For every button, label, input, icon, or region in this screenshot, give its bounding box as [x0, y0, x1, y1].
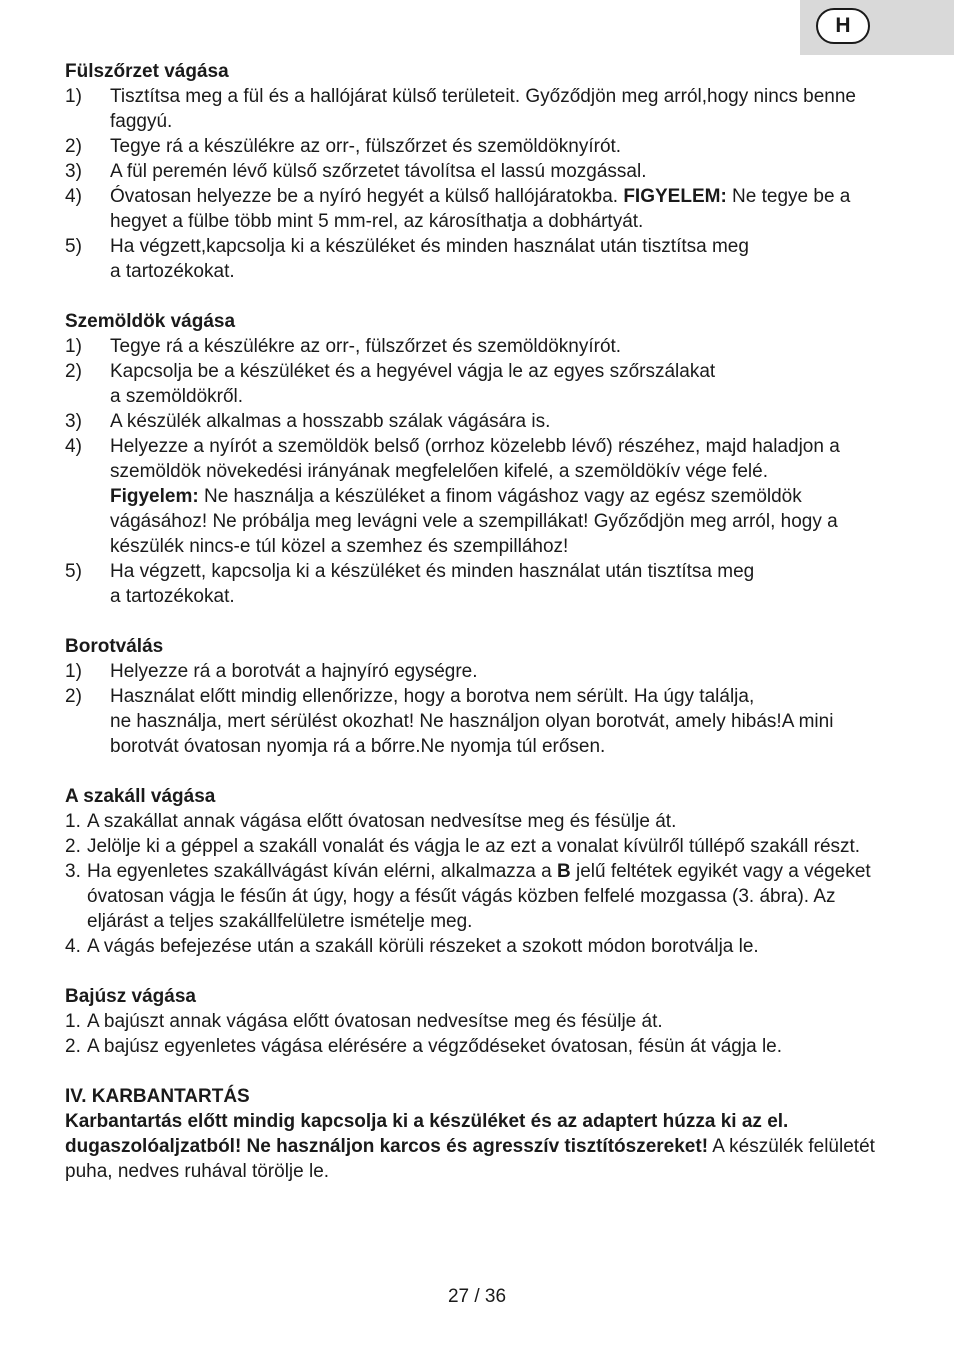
- section-title: Bajúsz vágása: [65, 986, 196, 1007]
- item-number: 2.: [65, 836, 81, 857]
- list-item: [65, 684, 895, 759]
- list-item: [65, 334, 895, 359]
- item-number: 5): [65, 236, 82, 257]
- item-text: Óvatosan helyezze be a nyíró hegyét a külső hallójáratokba.: [110, 186, 624, 207]
- item-text: A vágás befejezése után a szakáll körüli részeket a szokott módon borotválja le.: [87, 936, 759, 957]
- item-text: A bajúszt annak vágása előtt óvatosan nedvesítse meg és fésülje át.: [87, 1011, 663, 1032]
- item-number: 3.: [65, 861, 81, 882]
- item-text: A bajúsz egyenletes vágása elérésére a végződéseket óvatosan, fésün át vágja le.: [87, 1036, 783, 1057]
- section-mustache: [65, 984, 895, 1059]
- item-number: 2): [65, 136, 82, 157]
- item-number: 2.: [65, 1036, 81, 1057]
- section-maintenance: [65, 1084, 895, 1184]
- item-number: 4): [65, 186, 82, 207]
- item-text: Jelölje ki a géppel a szakáll vonalát és vágja le az ezt a vonalat kívülről túllépő szakáll részt.: [87, 836, 861, 857]
- section-beard: [65, 784, 895, 959]
- list-item: [65, 84, 895, 134]
- section-title: A szakáll vágása: [65, 786, 216, 807]
- language-badge: H: [816, 8, 870, 44]
- item-number: 4): [65, 436, 82, 457]
- paragraph-text: A készülék felületét puha, nedves ruhával törölje le.: [65, 1136, 875, 1182]
- item-number: 2): [65, 361, 82, 382]
- item-text: Használat előtt mindig ellenőrizze, hogy a borotva nem sérült. Ha úgy találja,: [110, 686, 755, 707]
- item-number: 5): [65, 561, 82, 582]
- section-ear-hair: [65, 59, 895, 284]
- section-title: Szemöldök vágása: [65, 311, 236, 332]
- list-item: [65, 134, 895, 159]
- item-number: 3): [65, 411, 82, 432]
- list-item: [65, 184, 895, 234]
- item-text: Ha egyenletes szakállvágást kíván elérni, alkalmazza a: [87, 861, 557, 882]
- item-number: 1): [65, 86, 82, 107]
- maintenance-paragraph: [65, 1109, 895, 1184]
- section-eyebrow: [65, 309, 895, 609]
- list-item: [65, 809, 895, 834]
- warning-label: FIGYELEM:: [623, 186, 727, 207]
- warning-text: Karbantartás előtt mindig kapcsolja ki a készüléket és az adaptert húzza ki az el. dugaszolóaljzatból! Ne használjon karcos és agresszív tisztítószereket!: [65, 1111, 789, 1157]
- item-number: 3): [65, 161, 82, 182]
- section-title: Fülszőrzet vágása: [65, 61, 229, 82]
- item-text: Ne tegye be a hegyet a fülbe több mint 5 mm-rel, az károsíthatja a dobhártyát.: [110, 186, 851, 232]
- list-item: [65, 234, 895, 284]
- list-item: [65, 409, 895, 434]
- list-item: [65, 934, 895, 959]
- item-number: 1): [65, 336, 82, 357]
- item-text: ne használja, mert sérülést okozhat! Ne használjon olyan borotvát, amely hibás!A mini borotvát óvatosan nyomja rá a bőrre.Ne nyomja túl erősen.: [110, 711, 834, 757]
- item-text: Tegye rá a készülékre az orr-, fülszőrzet és szemöldöknyírót.: [110, 136, 622, 157]
- item-text: Ha végzett,kapcsolja ki a készüléket és minden használat után tisztítsa meg: [110, 236, 749, 257]
- item-text: Ne használja a készüléket a finom vágáshoz vagy az egész szemöldök vágásához! Ne próbálja meg levágni vele a szempillákat! Győződjön meg arról, hogy a készülék nincs-e túl közel a szemhez és szempillához!: [110, 486, 838, 557]
- item-number: 2): [65, 686, 82, 707]
- warning-label: Figyelem:: [110, 486, 199, 507]
- item-text: a tartozékokat.: [110, 261, 235, 282]
- item-text: Tisztítsa meg a fül és a hallójárat külső területeit. Győződjön meg arról,hogy nincs benne faggyú.: [110, 86, 856, 132]
- list-item: [65, 434, 895, 559]
- item-text: Helyezze rá a borotvát a hajnyíró egységre.: [110, 661, 478, 682]
- item-number: 1.: [65, 1011, 81, 1032]
- item-number: 4.: [65, 936, 81, 957]
- item-text: a tartozékokat.: [110, 586, 235, 607]
- language-tab: [800, 0, 954, 55]
- section-title: Borotválás: [65, 636, 164, 657]
- item-text: a szemöldökről.: [110, 386, 244, 407]
- list-item: [65, 1009, 895, 1034]
- page-content: [65, 59, 895, 1209]
- list-item: [65, 1034, 895, 1059]
- item-text: Ha végzett, kapcsolja ki a készüléket és minden használat után tisztítsa meg: [110, 561, 755, 582]
- attachment-label: B: [556, 861, 571, 882]
- item-text: Tegye rá a készülékre az orr-, fülszőrzet és szemöldöknyírót.: [110, 336, 622, 357]
- list-item: [65, 559, 895, 609]
- page-number: 27 / 36: [447, 1286, 507, 1307]
- item-text: jelű feltétek egyikét vagy a végeket óvatosan vágja le fésűn át úgy, hogy a fésűt vágás közben felfelé mozgassa (3. ábra). Az eljárást a teljes szakállfelületre ismételje meg.: [87, 861, 871, 932]
- item-text: A fül peremén lévő külső szőrzetet távolítsa el lassú mozgással.: [110, 161, 647, 182]
- item-number: 1): [65, 661, 82, 682]
- list-item: [65, 659, 895, 684]
- item-number: 1.: [65, 811, 81, 832]
- item-text: A készülék alkalmas a hosszabb szálak vágására is.: [110, 411, 551, 432]
- list-item: [65, 834, 895, 859]
- list-item: [65, 359, 895, 409]
- list-item: [65, 859, 895, 934]
- section-title: IV. KARBANTARTÁS: [65, 1086, 250, 1107]
- item-text: Kapcsolja be a készüléket és a hegyével vágja le az egyes szőrszálakat: [110, 361, 716, 382]
- item-text: Helyezze a nyírót a szemöldök belső (orrhoz közelebb lévő) részéhez, majd haladjon a szemöldök növekedési irányának megfelelően kifelé, a szemöldökív vége felé.: [110, 436, 840, 482]
- list-item: [65, 159, 895, 184]
- section-shaving: [65, 634, 895, 759]
- item-text: A szakállat annak vágása előtt óvatosan nedvesítse meg és fésülje át.: [87, 811, 677, 832]
